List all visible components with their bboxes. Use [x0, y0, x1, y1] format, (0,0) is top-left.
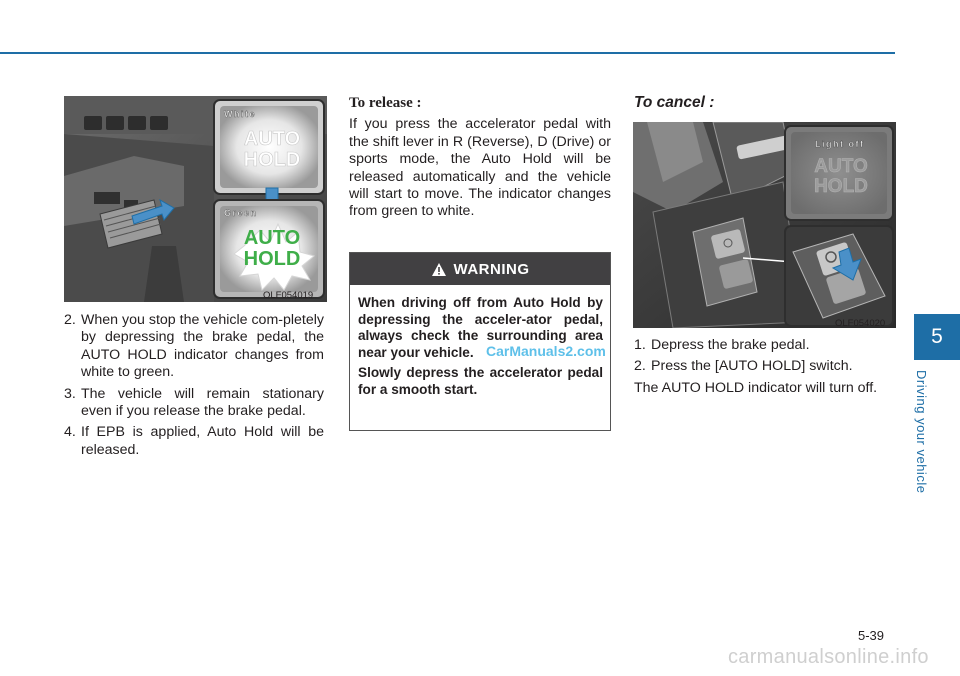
cancel-paragraph: The AUTO HOLD indicator will turn off. — [634, 379, 878, 396]
label-light-off: Light off — [815, 139, 865, 149]
badge-hold-white: HOLD — [243, 149, 301, 171]
warning-box — [349, 252, 611, 431]
list-number: 2. — [64, 312, 76, 328]
header-rule — [0, 52, 895, 54]
warning-paragraph: Slowly depress the accelerator pedal for a smooth start. — [358, 365, 603, 397]
list-number: 3. — [64, 385, 76, 402]
list-number: 1. — [634, 337, 646, 353]
warning-triangle-icon — [431, 262, 447, 277]
badge-auto-white: AUTO — [243, 128, 301, 150]
list-item — [64, 312, 324, 382]
warning-title: WARNING — [453, 260, 530, 278]
cancel-heading-block — [634, 94, 896, 111]
figure-caption-right: OLF054020 — [835, 318, 886, 329]
list-item — [634, 358, 896, 375]
chapter-title-vertical — [914, 370, 949, 500]
badge-hold-off: HOLD — [814, 176, 868, 197]
label-green: Green — [224, 208, 258, 218]
site-watermark: carmanualsonline.info — [728, 646, 929, 668]
list-item — [64, 424, 324, 459]
cancel-heading: To cancel : — [634, 94, 715, 111]
badge-auto-green: AUTO — [243, 227, 301, 249]
list-text: When you stop the vehicle com-pletely by depressing the brake pedal, the AUTO HOLD indicator changes from white to green. — [81, 312, 324, 381]
page-number: 5-39 — [858, 628, 885, 643]
list-text: Depress the brake pedal. — [651, 337, 810, 353]
right-column — [634, 337, 896, 397]
list-item — [64, 386, 324, 421]
middle-column — [349, 95, 611, 221]
chapter-number: 5 — [931, 325, 943, 348]
left-column — [64, 312, 324, 463]
overlay-watermark: CarManuals2.com — [486, 343, 606, 359]
chapter-title: Driving your vehicle — [914, 370, 929, 494]
warning-header — [350, 253, 610, 285]
figure-auto-hold-switch — [633, 122, 896, 328]
figure-caption-left: OLF054019 — [263, 290, 314, 301]
release-heading: To release : — [349, 95, 422, 111]
figure-auto-hold-indicator — [64, 96, 327, 302]
badge-auto-off: AUTO — [814, 156, 868, 177]
release-paragraph: If you press the accelerator pedal with the shift lever in R (Reverse), D (Drive) or sports mode, the Auto Hold will be released automatically and the vehicle will start to move. The indicator changes from green to white. — [349, 116, 611, 220]
list-number: 4. — [64, 424, 76, 441]
list-text: The vehicle will remain stationary even if you release the brake pedal. — [81, 385, 324, 420]
list-item — [634, 337, 896, 354]
warning-paragraph: When driving off from Auto Hold by depressing the acceler-ator pedal, always check the surrounding area near your vehicle. — [358, 295, 603, 360]
list-number: 2. — [634, 358, 646, 375]
list-text: Press the [AUTO HOLD] switch. — [651, 358, 853, 375]
chapter-tab[interactable] — [914, 314, 960, 360]
label-white: White — [224, 109, 256, 119]
badge-hold-green: HOLD — [243, 248, 301, 270]
list-text: If EPB is applied, Auto Hold will be released. — [81, 424, 324, 458]
